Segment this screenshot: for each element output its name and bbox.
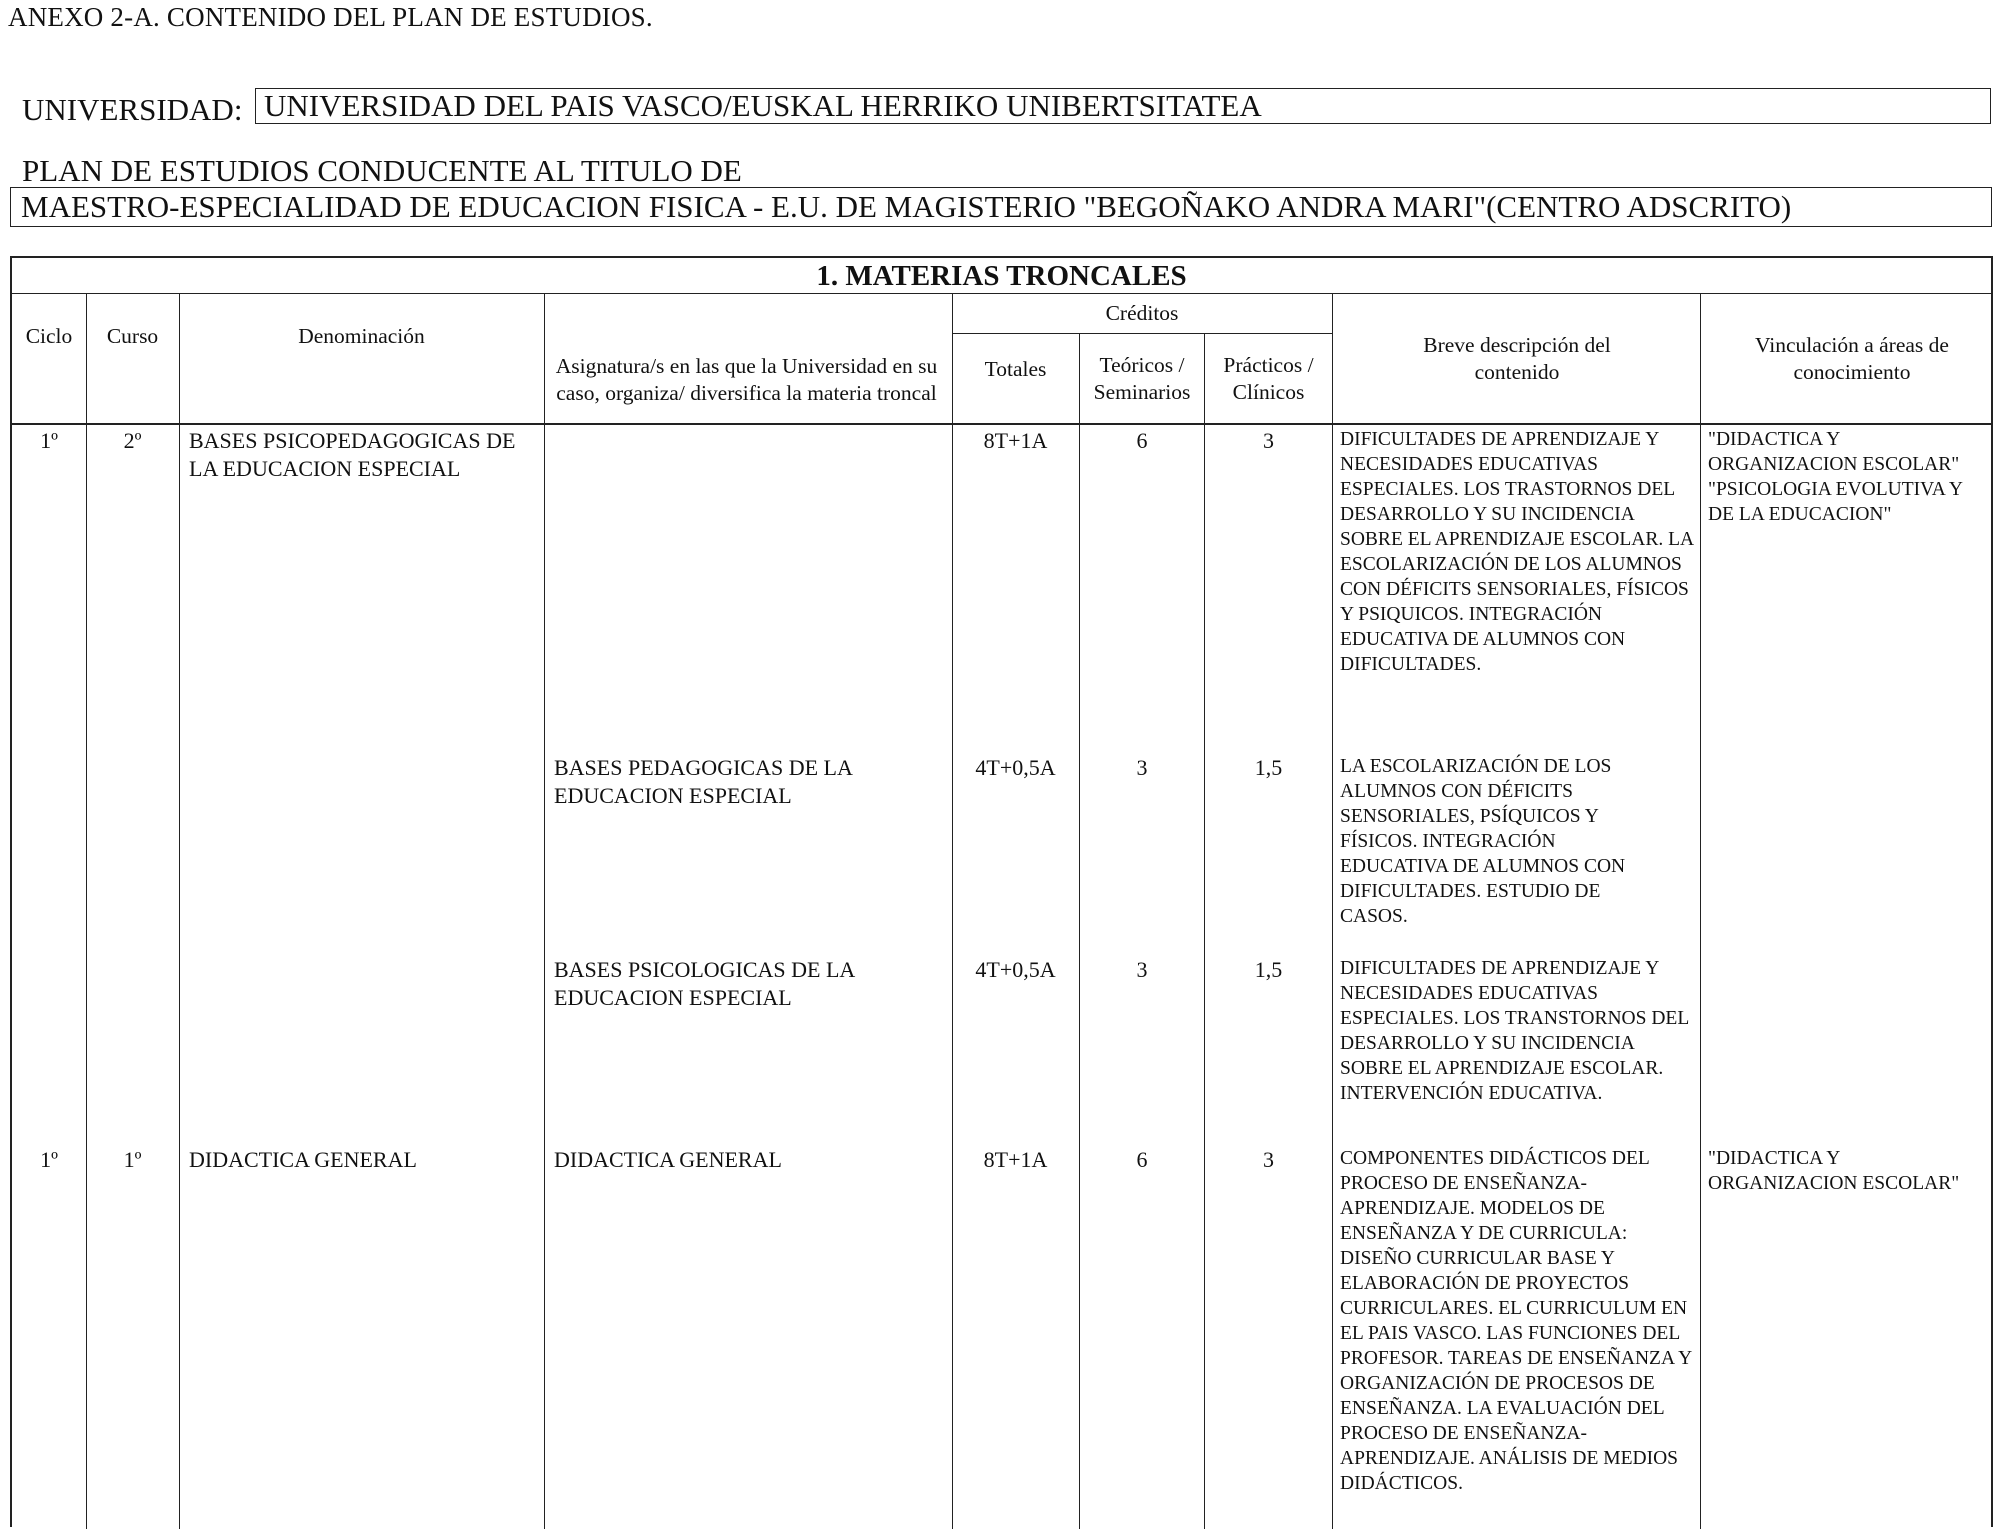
header-ciclo: Ciclo <box>25 323 73 348</box>
table-title: 1. MATERIAS TRONCALES <box>816 260 1187 292</box>
row-4-descripcion: COMPONENTES DIDÁCTICOS DEL PROCESO DE ENSEÑANZA-APRENDIZAJE. MODELOS DE ENSEÑANZA Y DE CURRICULA: DISEÑO CURRICULAR BASE Y ELABORACIÓN DE PROYECTOS CURRICULARES. EL CURRICULUM EN EL PAIS VASCO. LAS FUNCIONES DEL PROFESOR. TAREAS DE ENSEÑANZA Y ORGANIZACIÓN DE PROCESOS DE ENSEÑANZA. LA EVALUACIÓN DEL PROCESO DE ENSEÑANZA-APRENDIZAJE. ANÁLISIS DE MEDIOS DIDÁCTICOS. <box>1340 1148 1692 1494</box>
row-2-asignatura: BASES PEDAGOGICAS DE LA EDUCACION ESPECIAL <box>554 755 852 808</box>
row-3-totales: 4T+0,5A <box>975 957 1056 982</box>
row-4-practicos: 3 <box>1263 1147 1274 1172</box>
row-3-asignatura: BASES PSICOLOGICAS DE LA EDUCACION ESPECIAL <box>554 957 855 1010</box>
row-4-totales: 8T+1A <box>983 1147 1048 1172</box>
row-2-totales: 4T+0,5A <box>975 755 1056 780</box>
header-divider <box>12 423 1991 425</box>
header-creditos: Créditos <box>1105 301 1179 325</box>
row-3-descripcion: DIFICULTADES DE APRENDIZAJE Y NECESIDADES EDUCATIVAS ESPECIALES. LOS TRANSTORNOS DEL DESARROLLO Y SU INCIDENCIA SOBRE EL APRENDIZAJE ESCOLAR. INTERVENCIÓN EDUCATIVA. <box>1340 958 1689 1104</box>
row-2-descripcion: LA ESCOLARIZACIÓN DE LOS ALUMNOS CON DÉFICITS SENSORIALES, PSÍQUICOS Y FÍSICOS. INTEGRACIÓN EDUCATIVA DE ALUMNOS CON DIFICULTADES. ESTUDIO DE CASOS. <box>1340 756 1626 927</box>
row-2-practicos: 1,5 <box>1254 755 1283 780</box>
header-teoricos: Teóricos / Seminarios <box>1093 352 1191 404</box>
col-divider <box>544 294 545 1529</box>
row-1-ciclo: 1º <box>40 428 58 453</box>
row-4-asignatura: DIDACTICA GENERAL <box>554 1147 782 1172</box>
header-practicos: Prácticos / Clínicos <box>1223 352 1314 404</box>
col-divider <box>179 294 180 1529</box>
row-4-vinculacion: "DIDACTICA Y ORGANIZACION ESCOLAR" <box>1708 1148 1960 1194</box>
university-field: UNIVERSIDAD DEL PAIS VASCO/EUSKAL HERRIKO UNIBERTSITATEA <box>255 88 1991 124</box>
col-divider <box>952 294 953 1529</box>
row-3-practicos: 1,5 <box>1254 957 1283 982</box>
header-curso: Curso <box>106 323 159 348</box>
row-2-teoricos: 3 <box>1136 755 1148 780</box>
row-1-teoricos: 6 <box>1136 428 1148 453</box>
col-divider <box>86 294 87 1529</box>
col-divider <box>1079 334 1080 1529</box>
row-4-denominacion: DIDACTICA GENERAL <box>189 1147 417 1172</box>
row-4-ciclo: 1º <box>40 1147 58 1172</box>
row-1-vinculacion: "DIDACTICA Y ORGANIZACION ESCOLAR" "PSICOLOGIA EVOLUTIVA Y DE LA EDUCACION" <box>1708 429 1963 525</box>
header-descripcion: Breve descripción del contenido <box>1423 332 1611 384</box>
plan-title-field: MAESTRO-ESPECIALIDAD DE EDUCACION FISICA - E.U. DE MAGISTERIO "BEGOÑAKO ANDRA MARI"(CENTRO ADSCRITO) <box>10 187 1992 227</box>
materias-troncales-table <box>10 256 1993 1527</box>
row-1-denominacion: BASES PSICOPEDAGOGICAS DE LA EDUCACION ESPECIAL <box>189 428 516 481</box>
plan-label: PLAN DE ESTUDIOS CONDUCENTE AL TITULO DE <box>22 153 742 188</box>
col-divider <box>1700 294 1701 1529</box>
row-1-descripcion: DIFICULTADES DE APRENDIZAJE Y NECESIDADES EDUCATIVAS ESPECIALES. LOS TRASTORNOS DEL DESARROLLO Y SU INCIDENCIA SOBRE EL APRENDIZAJE ESCOLAR. LA ESCOLARIZACIÓN DE LOS ALUMNOS CON DÉFICITS SENSORIALES, FÍSICOS Y PSIQUICOS. INTEGRACIÓN EDUCATIVA DE ALUMNOS CON DIFICULTADES. <box>1340 429 1694 675</box>
row-4-teoricos: 6 <box>1136 1147 1148 1172</box>
row-1-practicos: 3 <box>1263 428 1274 453</box>
header-vinculacion: Vinculación a áreas de conocimiento <box>1755 332 1949 384</box>
col-divider <box>1204 334 1205 1529</box>
row-3-teoricos: 3 <box>1136 957 1148 982</box>
university-label: UNIVERSIDAD: <box>22 92 243 127</box>
row-1-totales: 8T+1A <box>983 428 1048 453</box>
row-4-curso: 1º <box>123 1147 142 1172</box>
annex-title: ANEXO 2-A. CONTENIDO DEL PLAN DE ESTUDIOS. <box>8 2 653 32</box>
header-denominacion: Denominación <box>298 323 425 348</box>
header-totales: Totales <box>984 356 1047 381</box>
row-1-curso: 2º <box>123 428 142 453</box>
header-asignatura: Asignatura/s en las que la Universidad en su caso, organiza/ diversifica la materia troncal <box>555 354 938 405</box>
col-divider <box>1332 294 1333 1529</box>
